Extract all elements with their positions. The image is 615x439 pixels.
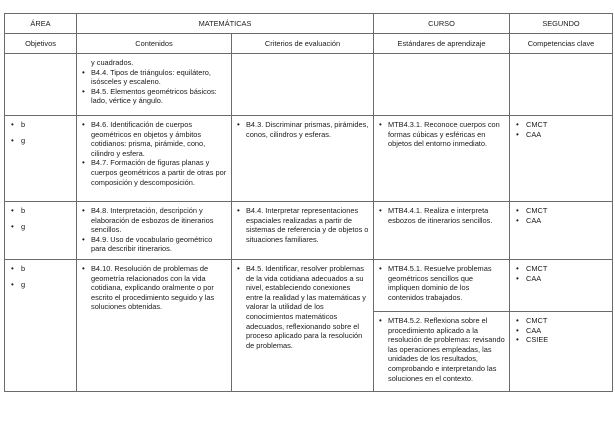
- competencias-cell: [510, 116, 613, 202]
- objetivos-list: [5, 120, 76, 145]
- area-value-cell: MATEMÁTICAS: [77, 14, 374, 34]
- contenidos-list: [77, 206, 231, 254]
- list-item: • B4.9. Uso de vocabulario geométrico para describir itinerarios.: [91, 235, 227, 254]
- objetivos-list: [5, 264, 76, 289]
- header-row: [5, 14, 613, 34]
- list-item: • MTB4.3.1. Reconoce cuerpos con formas cúbicas y esféricas en objetos del entorno inmediato.: [388, 120, 505, 149]
- list-item: • b: [11, 206, 76, 216]
- competencias-cell: [510, 312, 613, 392]
- col-estandares: Estándares de aprendizaje: [374, 34, 510, 54]
- objetivos-cell: [5, 202, 77, 260]
- competencias-cell: [510, 202, 613, 260]
- competencias-list: [510, 264, 612, 283]
- estandares-list: [374, 264, 509, 302]
- list-item: • B4.5. Identificar, resolver problemas de la vida cotidiana adecuados a su nivel, estableciendo conexiones entre la realidad y las matemáticas y valorar la utilidad de los conocimientos matemáticos adecuados, reflexionando sobre el proceso aplicado para la resolución de problemas.: [246, 264, 369, 350]
- table-row: [5, 260, 613, 312]
- list-item: • B4.8. Interpretación, descripción y elaboración de esbozos de itinerarios sencillos.: [91, 206, 227, 235]
- competencias-list: [510, 120, 612, 139]
- list-item: • MTB4.4.1. Realiza e interpreta esbozos de itinerarios sencillos.: [388, 206, 505, 225]
- criterios-cell: [232, 202, 374, 260]
- col-criterios: Criterios de evaluación: [232, 34, 374, 54]
- competencias-list: [510, 206, 612, 225]
- estandares-list: [374, 316, 509, 383]
- criterios-cell: [232, 260, 374, 392]
- col-contenidos: Contenidos: [77, 34, 232, 54]
- contenidos-list: [77, 264, 231, 312]
- list-item: • B4.5. Elementos geométricos básicos: lado, vértice y ángulo.: [91, 87, 227, 106]
- list-item: • MTB4.5.2. Reflexiona sobre el procedimiento aplicado a la resolución de problemas: revisando las operaciones empleadas, las unidades de los resultados, comprobando e interpretando las soluciones en el contexto.: [388, 316, 505, 383]
- objetivos-cell: [5, 260, 77, 392]
- objetivos-cell: [5, 54, 77, 116]
- contenidos-continuation: y cuadrados.: [91, 58, 134, 67]
- estandares-cell: [374, 260, 510, 312]
- table-row: [5, 54, 613, 116]
- estandares-cell: [374, 116, 510, 202]
- contenidos-list: [77, 120, 231, 187]
- curso-value-cell: SEGUNDO: [510, 14, 613, 34]
- list-item: • CMCT: [516, 316, 612, 326]
- criterios-cell: [232, 116, 374, 202]
- contenidos-cell: [77, 54, 232, 116]
- list-item: • CAA: [516, 326, 612, 336]
- contenidos-list: [77, 68, 231, 106]
- criterios-list: [232, 120, 373, 139]
- criterios-list: [232, 264, 373, 350]
- list-item: • B4.7. Formación de figuras planas y cuerpos geométricos a partir de otras por composición y descomposición.: [91, 158, 227, 187]
- estandares-list: [374, 206, 509, 225]
- objetivos-cell: [5, 116, 77, 202]
- list-item: • CMCT: [516, 206, 612, 216]
- col-objetivos: Objetivos: [5, 34, 77, 54]
- list-item: • g: [11, 136, 76, 146]
- contenidos-cell: [77, 116, 232, 202]
- list-item: • MTB4.5.1. Resuelve problemas geométricos sencillos que impliquen dominio de los contenidos trabajados.: [388, 264, 505, 302]
- list-item: • CMCT: [516, 120, 612, 130]
- curriculum-table: [4, 13, 613, 392]
- criterios-list: [232, 206, 373, 244]
- table-row: [5, 202, 613, 260]
- contenidos-cell: [77, 202, 232, 260]
- competencias-list: [510, 316, 612, 345]
- col-competencias: Competencias clave: [510, 34, 613, 54]
- column-header-row: [5, 34, 613, 54]
- list-item: • b: [11, 120, 76, 130]
- criterios-cell: [232, 54, 374, 116]
- list-item: • CAA: [516, 274, 612, 284]
- list-item: • b: [11, 264, 76, 274]
- objetivos-list: [5, 206, 76, 231]
- estandares-list: [374, 120, 509, 149]
- list-item: • B4.4. Interpretar representaciones espaciales realizadas a partir de sistemas de referencia y de objetos o situaciones familiares.: [246, 206, 369, 244]
- list-item: • g: [11, 222, 76, 232]
- estandares-cell: [374, 54, 510, 116]
- area-label-cell: ÁREA: [5, 14, 77, 34]
- estandares-cell: [374, 202, 510, 260]
- contenidos-cell: [77, 260, 232, 392]
- list-item: • B4.4. Tipos de triángulos: equilátero, isósceles y escaleno.: [91, 68, 227, 87]
- list-item: • B4.3. Discriminar prismas, pirámides, conos, cilindros y esferas.: [246, 120, 369, 139]
- list-item: • B4.6. Identificación de cuerpos geométricos en objetos y ámbitos cotidianos: prisma, pirámide, cono, cilindro y esfera.: [91, 120, 227, 158]
- list-item: • CAA: [516, 130, 612, 140]
- list-item: • CAA: [516, 216, 612, 226]
- estandares-cell: [374, 312, 510, 392]
- list-item: • g: [11, 280, 76, 290]
- list-item: • CSIEE: [516, 335, 612, 345]
- competencias-cell: [510, 54, 613, 116]
- list-item: • CMCT: [516, 264, 612, 274]
- list-item: • B4.10. Resolución de problemas de geometría relacionados con la vida cotidiana, explicando oralmente o por escrito el procedimiento seguido y las soluciones obtenidas.: [91, 264, 227, 312]
- competencias-cell: [510, 260, 613, 312]
- table-row: [5, 116, 613, 202]
- curso-label-cell: CURSO: [374, 14, 510, 34]
